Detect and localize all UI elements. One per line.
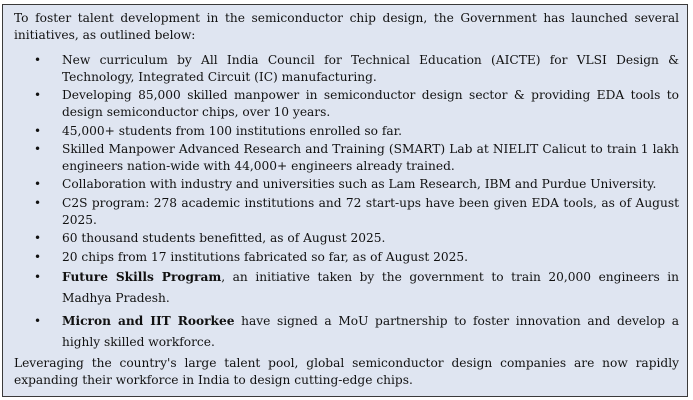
list-item <box>34 52 679 85</box>
bullet-icon: • <box>34 249 42 264</box>
bullet-icon: • <box>34 142 42 157</box>
list-item-text: C2S program: 278 academic institutions and 72 start-ups have been given EDA tools, as of August 2025. <box>62 195 679 227</box>
bullet-icon: • <box>34 270 42 285</box>
list-item <box>34 311 679 353</box>
list-item <box>34 87 679 120</box>
list-item-bold-text: Micron and IIT Roorkee <box>62 314 235 329</box>
initiatives-list <box>14 52 679 353</box>
closing-paragraph: Leveraging the country's large talent pool, global semiconductor design companies are now rapidly expanding their workforce in India to design cutting-edge chips. <box>14 356 679 387</box>
list-item <box>34 176 679 193</box>
list-item-text: , an initiative taken by the government to train 20,000 engineers in Madhya Pradesh. <box>62 270 679 306</box>
list-item-text: Collaboration with industry and universities such as Lam Research, IBM and Purdue University. <box>62 177 657 192</box>
list-item <box>34 267 679 309</box>
list-item-text: Skilled Manpower Advanced Research and Training (SMART) Lab at NIELIT Calicut to train 1 lakh engineers nation-wide with 44,000+ engineers already trained. <box>62 142 679 173</box>
bullet-icon: • <box>34 88 42 103</box>
bullet-icon: • <box>34 195 42 210</box>
bullet-icon: • <box>34 231 42 246</box>
list-item <box>34 195 679 228</box>
bullet-icon: • <box>34 314 42 329</box>
list-item-text: New curriculum by All India Council for Technical Education (AICTE) for VLSI Design & Technology, Integrated Circuit (IC) manufacturing. <box>62 53 679 84</box>
list-item <box>34 230 679 247</box>
list-item-text: have signed a MoU partnership to foster innovation and develop a highly skilled workforce. <box>62 314 679 350</box>
intro-paragraph: To foster talent development in the semiconductor chip design, the Government has launched several initiatives, as outlined below: <box>14 11 679 42</box>
list-item-text: 20 chips from 17 institutions fabricated so far, as of August 2025. <box>62 249 469 264</box>
list-item-text: 60 thousand students benefitted, as of August 2025. <box>62 231 386 246</box>
bullet-icon: • <box>34 177 42 192</box>
bullet-icon: • <box>34 53 42 68</box>
list-item-text: 45,000+ students from 100 institutions enrolled so far. <box>62 123 403 138</box>
list-item <box>34 141 679 174</box>
list-item <box>34 123 679 140</box>
bullet-icon: • <box>34 123 42 138</box>
list-item-text: Developing 85,000 skilled manpower in semiconductor design sector & providing EDA tools to design semiconductor chips, over 10 years. <box>62 88 679 119</box>
list-item <box>34 249 679 266</box>
list-item-bold-text: Future Skills Program <box>62 270 222 285</box>
info-box <box>2 4 688 397</box>
